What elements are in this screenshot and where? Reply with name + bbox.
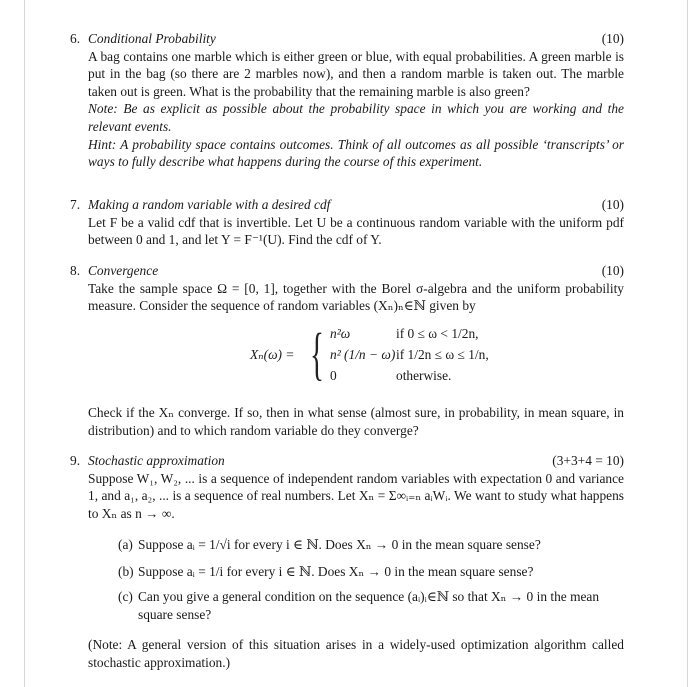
subpart-text: Suppose aᵢ = 1/i for every i ∈ ℕ. Does Xₙ → 0 in the mean square sense? — [138, 564, 534, 579]
subpart-label: (a) — [118, 537, 133, 552]
problem-7 — [70, 196, 624, 249]
subpart-text: Suppose aᵢ = 1/√i for every i ∈ ℕ. Does Xₙ → 0 in the mean square sense? — [138, 537, 541, 552]
problem-title: Making a random variable with a desired cdf — [88, 197, 331, 212]
case2-cond: if 1/2n ≤ ω ≤ 1/n, — [396, 347, 489, 362]
problem-points: (10) — [601, 31, 624, 46]
problem-points: (10) — [601, 197, 624, 212]
problem-note: Note: Be as explicit as possible about the probability space in which you are working and the relevant events. — [88, 101, 624, 134]
case3-cond: otherwise. — [396, 368, 452, 383]
problem-number: 6. — [70, 31, 81, 46]
problem-9-closing — [88, 636, 624, 671]
problem-number: 9. — [70, 453, 81, 468]
problem-points: (3+3+4 = 10) — [552, 453, 624, 468]
case2-expr: n² (1/n − ω) — [330, 347, 396, 362]
left-brace-icon: { — [310, 321, 324, 386]
problem-body: A bag contains one marble which is either green or blue, with equal probabilities. A green marble is put in the bag (so there are 2 marbles now), and then a random marble is taken out. The marble taken out is green. What is the probability that the remaining marble is also green? — [88, 48, 624, 99]
subpart-label: (c) — [118, 589, 133, 604]
problem-8 — [70, 262, 624, 315]
problem-number: 7. — [70, 197, 81, 212]
problem-body-2: Check if the Xₙ converge. If so, then in what sense (almost sure, in probability, in mean square, in distribution) and to which random variable do they converge? — [88, 405, 624, 438]
equation-lhs: Xₙ(ω) = — [250, 347, 295, 362]
problem-title: Conditional Probability — [88, 31, 216, 46]
problem-title: Stochastic approximation — [88, 453, 225, 468]
problem-6 — [70, 30, 624, 171]
case1-expr: n²ω — [330, 326, 351, 341]
problem-8-continued — [88, 404, 624, 439]
problem-title: Convergence — [88, 263, 159, 278]
problem-number: 8. — [70, 263, 81, 278]
problem-body: Take the sample space Ω = [0, 1], together with the Borel σ-algebra and the uniform probability measure. Consider the sequence of random variables (Xₙ)ₙ∈ℕ given by — [88, 280, 624, 314]
case1-cond: if 0 ≤ ω < 1/2n, — [396, 326, 479, 341]
subpart-text: Can you give a general condition on the sequence (aᵢ)ᵢ∈ℕ so that Xₙ → 0 in the mean square sense? — [138, 589, 600, 622]
problem-body: Suppose W₁, W₂, ... is a sequence of independent random variables with expectation 0 and variance 1, and a₁, a₂, ... is a sequence of real numbers. Let Xₙ = Σ∞ᵢ₌ₙ aᵢWᵢ. We want to study what happens to Xₙ as n → ∞. — [88, 470, 624, 521]
piecewise-equation — [250, 321, 510, 386]
problem-body: Let F be a valid cdf that is invertible. Let U be a continuous random variable with the uniform pdf between 0 and 1, and let Y = F⁻¹(U). Find the cdf of Y. — [88, 214, 624, 248]
case3-expr: 0 — [330, 368, 337, 383]
problem-points: (10) — [601, 263, 624, 278]
subpart-label: (b) — [118, 564, 134, 579]
problem-hint: Hint: A probability space contains outcomes. Think of all outcomes as all possible ‘transcripts’ or ways to fully describe what happens during the course of this experiment. — [88, 136, 624, 170]
problem-9 — [70, 452, 624, 522]
closing-note: (Note: A general version of this situation arises in a widely-used optimization algorithm called stochastic approximation.) — [88, 637, 624, 670]
